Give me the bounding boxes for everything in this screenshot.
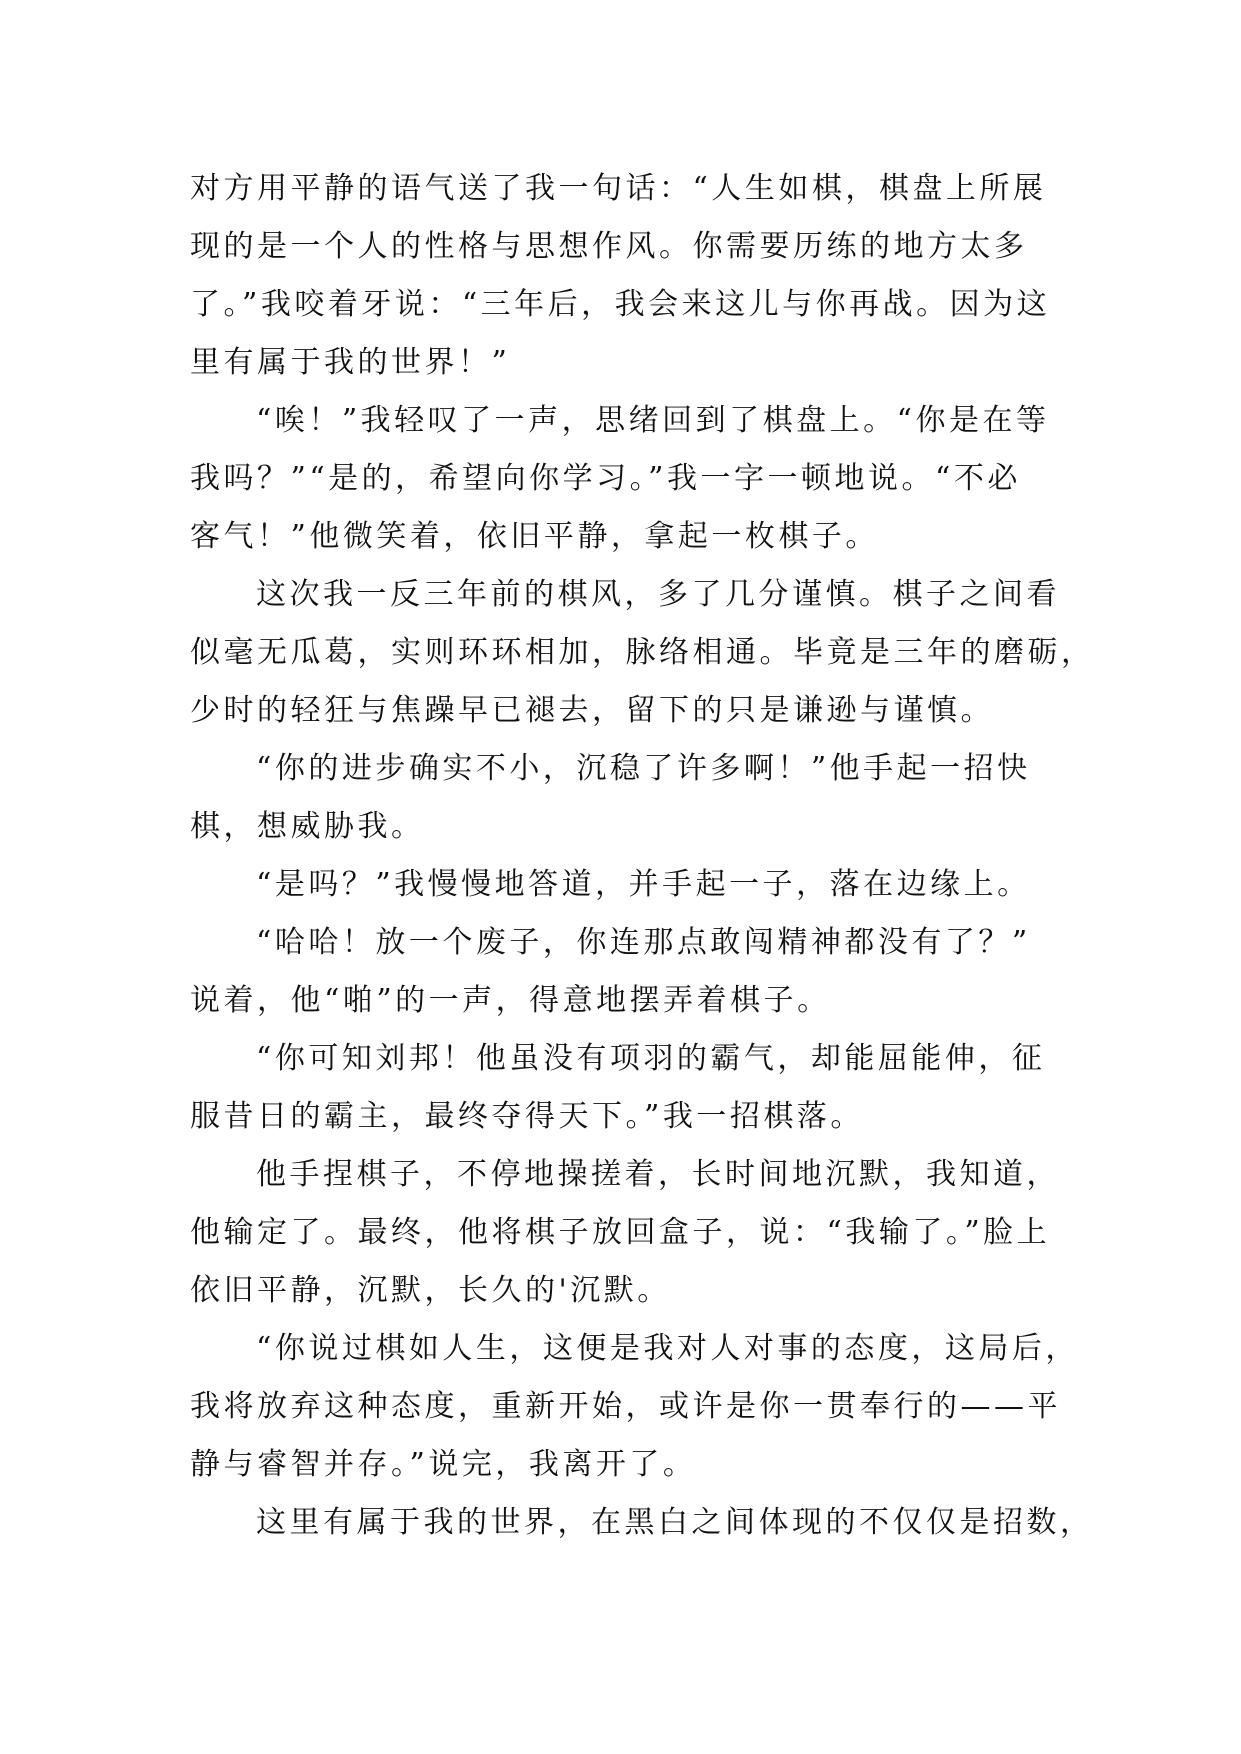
text-line: 他输定了。最终，他将棋子放回盒子，说：“我输了。”脸上 [190, 1215, 1051, 1250]
text-line: 现的是一个人的性格与思想作风。你需要历练的地方太多 [190, 229, 1028, 264]
text-line: “是吗？”我慢慢地答道，并手起一子，落在边缘上。 [256, 867, 1031, 902]
text-line: 依旧平静，沉默，长久的'沉默。 [190, 1273, 671, 1308]
body-text [190, 160, 1095, 1552]
text-line: 了。”我咬着牙说：“三年后，我会来这儿与你再战。因为这 [190, 287, 1051, 322]
text-line: 对方用平静的语气送了我一句话：“人生如棋，棋盘上所展 [190, 171, 1047, 206]
text-line: “你说过棋如人生，这便是我对人对事的态度，这局后， [256, 1331, 1079, 1366]
text-line: 棋，想威胁我。 [190, 809, 425, 844]
text-line: 这里有属于我的世界，在黑白之间体现的不仅仅是招数， [256, 1505, 1094, 1540]
text-line: 似毫无瓜葛，实则环环相加，脉络相通。毕竟是三年的磨砺， [190, 635, 1095, 670]
text-line: 他手捏棋子，不停地操搓着，长时间地沉默，我知道， [256, 1157, 1060, 1192]
text-line: 我吗？”“是的，希望向你学习。”我一字一顿地说。“不必 [190, 461, 1021, 496]
text-line: “你的进步确实不小，沉稳了许多啊！”他手起一招快 [256, 751, 1031, 786]
text-line: 我将放弃这种态度，重新开始，或许是你一贯奉行的——平 [190, 1389, 1061, 1424]
text-line: 说着，他“啪”的一声，得意地摆弄着棋子。 [190, 983, 831, 1018]
text-line: 静与睿智并存。”说完，我离开了。 [190, 1447, 697, 1482]
text-line: “你可知刘邦！他虽没有项羽的霸气，却能屈能伸，征 [256, 1041, 1046, 1076]
text-line: 里有属于我的世界！” [190, 345, 511, 380]
text-line: “唉！”我轻叹了一声，思绪回到了棋盘上。“你是在等 [256, 403, 1050, 438]
text-line: 服昔日的霸主，最终夺得天下。”我一招棋落。 [190, 1099, 864, 1134]
text-line: 客气！”他微笑着，依旧平静，拿起一枚棋子。 [190, 519, 879, 554]
text-line: 少时的轻狂与焦躁早已褪去，留下的只是谦逊与谨慎。 [190, 693, 994, 728]
text-line: “哈哈！放一个废子，你连那点敢闯精神都没有了？” [256, 925, 1031, 960]
text-line: 这次我一反三年前的棋风，多了几分谨慎。棋子之间看 [256, 577, 1060, 612]
